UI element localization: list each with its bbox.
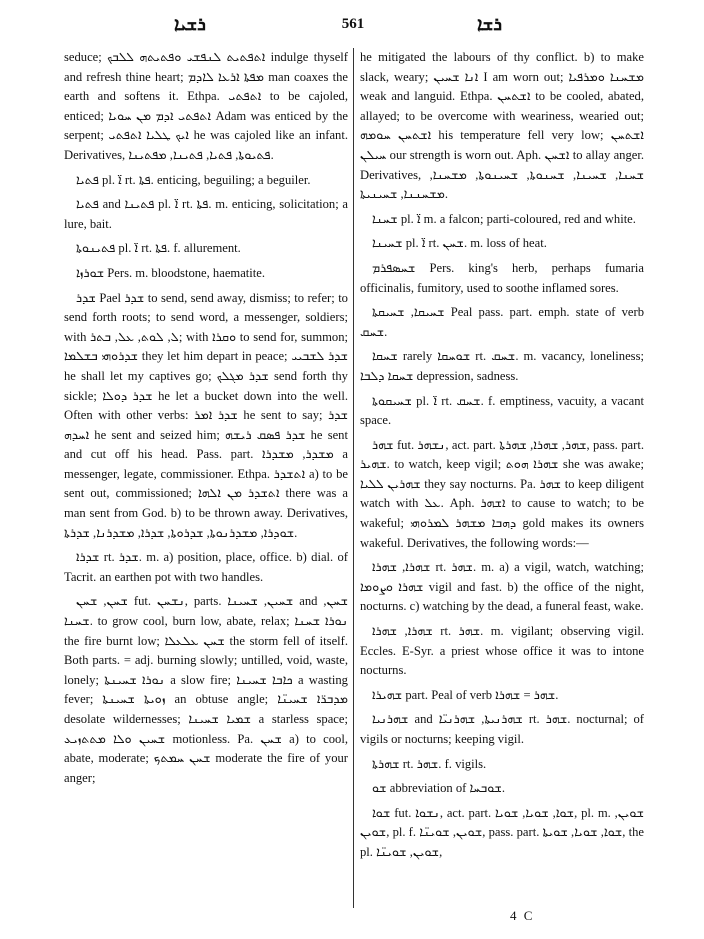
column-divider — [353, 48, 354, 908]
entry-paragraph: ܦܬܝܐ and ܦܬܝܢܐ pl. ܐ̈ rt. ܦܬܐ. m. enticing, solicitation; a lure, bait. — [64, 197, 348, 231]
entry-paragraph: ܦܬܝܢܘܬܐ pl. ܐ̈ rt. ܦܬܐ. f. allurement. — [76, 241, 241, 256]
entry-paragraph: ܫܗܪܢܝܐ and ܫܗܪܢܝܬܐ, ܫܗܪܢܝ̈ܐ rt. ܫܗܪ. nocturnal; of vigils or nocturns; keeping vigil. — [360, 712, 645, 746]
entry-paragraph: ܫܚܝܢܐ pl. ܐ̈ rt. ܫܚܢ. m. loss of heat. — [372, 236, 547, 251]
signature-mark: 4 C — [510, 908, 535, 923]
header-right-word: ܪܫܐ — [477, 14, 502, 34]
entry-paragraph: ܫܘܪܙܐ Pers. m. bloodstone, haematite. — [76, 265, 266, 280]
entry-paragraph: ܫܚܢܐ pl. ܐ̈ m. a falcon; parti-coloured, red and white. — [372, 211, 636, 226]
entry-paragraph: he mitigated the labours of thy conflict. b) to make slack, weary; ܐܢܐ ܫܚܝܢ I am worn out; ܡܫܚܢܐ ܘܡܪܦܝܐ weak and languid. Ethpa. ܐܫܬܚܢ to be cooled, abated, allayed; to be overcome with weariness, wearied out; ܐܫܬܚܢ ܚܘܡܗ his temperature fell very low; ܐܫܬܚܢ ܚܝܠܢ our strength is worn out. Aph. ܐܫܚܢ to allay anger. Derivatives, ܫܚܢܐ, ܫܚܝܢܐ, ܫܚܢܘܬܐ, ܫܚܝܢܘܬܐ, ܡܫܚܢܐ, ܡܫܚܢܢܐ, ܫܚܝܢܝܬܐ. — [360, 50, 645, 202]
entry-paragraph: ܫܚܣܦܪܡ Pers. king's herb, perhaps fumaria officinalis, fumitory, used to soothe inflamed sores. — [360, 260, 644, 295]
entry-paragraph: ܫܘܐ fut. ܢܫܘܐ, act. part. ܫܘܐ, ܫܘܝܐ, ܫܘܝܐ, pl. m. ܫܘܝܢ, ܫܘܝܢ, pl. f. ܫܘܝܢ, ܫܘܝܢ̈ܐ, pass. part. ܫܘܐ, ܫܘܝܐ, ܫܘܝܬܐ, the pl. ܫܘܝܢ, ܫܘܝܢ̈ܐ, — [360, 805, 644, 859]
entry-paragraph: ܫܚܩܐ rarely ܫܘܚܩܐ rt. ܫܚܩ. m. vacancy, loneliness; ܫܚܩܐ ܕܠܒܐ depression, sadness. — [360, 349, 644, 383]
left-column — [64, 48, 348, 793]
running-header — [64, 14, 642, 40]
entry-paragraph: ܫܗܪܐ, ܫܗܪܐ rt. ܫܗܪ. m. vigilant; observing vigil. Eccles. E-Syr. a priest whose office it was to intone nocturns. — [360, 624, 644, 678]
entry-paragraph: ܫܚܝܩܘܬܐ pl. ܐ̈ rt. ܫܚܩ. f. emptiness, vacuity, a vacant space. — [360, 393, 644, 428]
header-left-word: ܪܫܝܐ — [174, 14, 206, 34]
page-number: 561 — [341, 16, 365, 32]
entry-paragraph: ܫܗܪܐ, ܫܗܪܐ rt. ܫܗܪ. m. a) a vigil, watch, watching; ܫܗܪܐ ܘܨܘܡܐ vigil and fast. b) the office of the night, nocturns. c) watching by the dead, a funeral feast, wake. — [360, 560, 644, 614]
right-column — [360, 48, 644, 868]
entry-paragraph: ܫܕܪ Pael ܫܕܪ to send, send away, dismiss; to refer; to send forth roots; to send word, a messenger, soldiers; with ܠ, ܠܘܬ, ܥܠ, ܒܬܪ; with ܘܩܪܐ to send for, summon; ܫܕܪܘܗܝ ܒܫܠܡܐ they let him depart in peace; ܫܕܪ ܠܫܒܝܝ he shall let my captives go; ܫܕܪ ܡܓܠܟ send forth thy sickle; ܫܕܪ ܕܘܠܐ he let a bucket down into the well. Often with other verbs: ܫܕܪ ܐܡܪ he sent to say; ܫܕܪ ܐܚܕܗ he sent and seized him; ܫܕܪ ܦܣܩ ܪܝܫܗ he sent and cut off his head. Pass. part. ܡܫܕܪ, ܡܫܕܪܐ a messenger, legate, commissioner. Ethpa. ܐܬܫܕܪ a) to be sent out, commissioned; ܐܬܫܕܪ ܡܢ ܐܠܗܐ there was a man sent from God. b) to be thrown away. Derivatives, ܫܘܕܪܐ, ܡܫܕܪܢܘܬܐ, ܫܕܪܘܬܐ, ܫܕܪܐ, ܡܫܕܪܢܐ, ܫܕܪܬܐ. — [64, 290, 349, 540]
entry-paragraph: seduce; ܐܬܦܬܝܬ ܠܢܦܫܝ ܘܦܬܝܬܗ ܠܠܒܟ indulge thyself and refresh thine heart; ܡܦܬܐ ܐܪܥܐ ܠܐܕܡ man coaxes the earth and softens it. Ethpa. ܐܬܦܬܝ to be cajoled, enticed; ܐܬܦܬܝ ܐܕܡ ܡܢ ܚܘܝܐ Adam was enticed by the serpent; ܐܝܟ ܛܠܝܐ ܐܬܦܬܝ he was cajoled like an infant. Derivatives, ܦܬܝܘܬܐ, ܦܬܝܐ, ܦܬܝܢܐ, ܡܦܬܝܢܐ. — [64, 50, 349, 162]
entry-paragraph: ܫܚܝܩܐ, ܫܚܝܩܬܐ Peal pass. part. emph. state of verb ܫܚܩ. — [360, 305, 644, 339]
entry-paragraph: ܫܚܢ, ܫܚܢ fut. ܢܫܚܢ, parts. ܫܚܝܢ, ܫܚܝܢܐ and ܫܚܢ, ܫܚܢܐ. to grow cool, burn low, abate, relax; ܢܘܪܐ ܫܚܢܐ the fire burnt low; ܫܚܢ ܥܠܥܠܐ the storm fell of itself. Both parts. = adj. burning slowly; untilled, void, waste, lonely; ܢܘܪܐ ܫܚܝܢܬܐ a slow fire; ܟܐܒܐ ܫܚܝܢܐ a wasting fever; ܙܘܝܬܐ ܫܚܝܢܬܐ an obtuse angle; ܡܕܒܪ̈ܐ ܫܚܝܢ̈ܐ desolate wildernesses; ܫܡܝܐ ܫܚܝܢܐ a starless space; ܫܚܝܢ ܘܠܐ ܡܬܬܙܝܥ motionless. Pa. ܫܚܢ a) to cool, abate, moderate; ܫܚܢ ܚܡܬܟ moderate the fire of your anger; — [64, 594, 348, 785]
entry-paragraph: ܫܕܪܐ rt. ܫܕܪ. m. a) position, place, office. b) dial. of Tacrit. an earthen pot with two handles. — [64, 550, 349, 584]
entry-paragraph: ܫܗܝܪܐ part. Peal of verb ܫܗܪ = ܫܗܪܐ. — [372, 687, 559, 702]
entry-paragraph: ܫܗܪ fut. ܢܫܗܪ, act. part. ܫܗܪ, ܫܗܪܐ, ܫܗܪܬܐ, pass. part. ܫܗܝܪ. to watch, keep vigil; ܫܗܪܐ ܗܘܬ she was awake; ܫܗܪܝܢ ܠܠܝܐ they say nocturns. Pa. ܫܗܪ to keep diligent watch with ܥܠ. Aph. ܐܫܗܪ to cause to watch; to be wakeful; ܕܗܒܐ ܡܫܗܪ ܠܡܪܘܗܝ gold makes its owners wakeful. Derivatives, the following words:— — [360, 437, 645, 550]
entry-paragraph: ܫܘ abbreviation of ܫܘܒܚܐ. — [372, 781, 506, 796]
entry-paragraph: ܫܗܪܬܐ rt. ܫܗܪ. f. vigils. — [372, 756, 487, 771]
entry-paragraph: ܦܬܝܐ pl. ܐ̈ rt. ܦܬܐ. enticing, beguiling; a beguiler. — [76, 172, 311, 187]
